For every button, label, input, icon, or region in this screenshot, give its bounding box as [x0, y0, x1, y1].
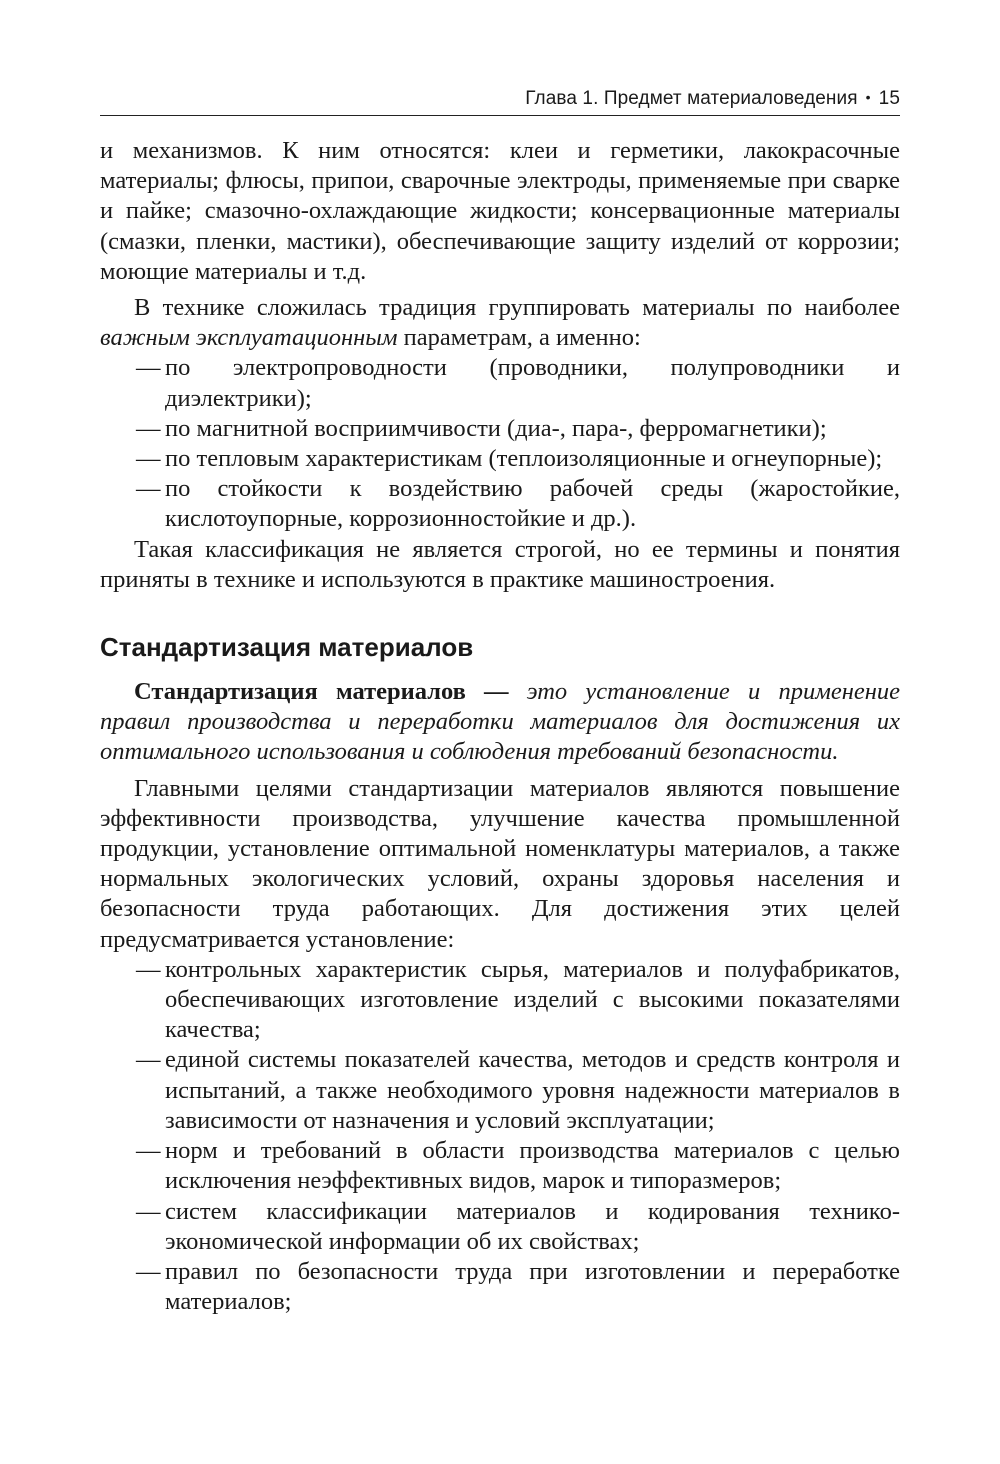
- list-dash: —: [136, 1257, 161, 1285]
- italic-phrase: важным эксплуатационным: [100, 324, 398, 352]
- list-item-text: норм и требований в области производства материалов с целью исключения неэффективных видов, марок и типоразмеров;: [165, 1137, 900, 1195]
- defined-term: Стандартизация материалов —: [134, 678, 509, 706]
- paragraph-traditions: [100, 293, 900, 353]
- book-page: [100, 88, 900, 1317]
- list-item: [100, 1136, 900, 1196]
- list-dash: —: [136, 354, 161, 382]
- list-dash: —: [136, 1137, 161, 1165]
- paragraph-continuation: и механизмов. К ним относятся: клеи и герметики, лакокрасочные материалы; флюсы, припои, сварочные электроды, применяемые при сварке и пайке; смазочно-охлаждающие жидкости; консервационные материалы (смазки, пленки, мастики), обеспечивающие защиту изделий от коррозии; моющие материалы и т.д.: [100, 137, 900, 285]
- list-item: [100, 414, 900, 444]
- page-number: 15: [878, 88, 900, 109]
- list-item-text: по магнитной восприимчивости (диа-, пара-, ферромагнетики);: [165, 414, 827, 442]
- list-item-text: по тепловым характеристикам (теплоизоляционные и огнеупорные);: [165, 445, 883, 473]
- list-item-text: контрольных характеристик сырья, материалов и полуфабрикатов, обеспечивающих изготовление изделий с высокими показателями качества;: [165, 955, 900, 1044]
- list-dash: —: [136, 414, 161, 442]
- section-heading: Стандартизация материалов: [100, 632, 474, 663]
- text-run: В технике сложилась традиция группировать материалы по наиболее: [134, 294, 900, 322]
- separator-bullet: •: [865, 89, 871, 105]
- list-dash: —: [136, 1197, 161, 1225]
- list-item: [100, 444, 900, 474]
- list-item: [100, 1045, 900, 1136]
- paragraph-definition: [100, 677, 900, 768]
- list-dash: —: [136, 955, 161, 983]
- list-item: [100, 1197, 900, 1257]
- definition-text: это установление и применение правил производства и переработки материалов для достижения их оптимального использования и соблюдения требований безопасности.: [100, 678, 901, 766]
- list-item-text: по стойкости к воздействию рабочей среды (жаростойкие, кислотоупорные, коррозионностойкие и др.).: [165, 475, 900, 533]
- chapter-title: Глава 1. Предмет материаловедения: [525, 88, 858, 109]
- list-item-text: систем классификации материалов и кодирования технико-экономической информации об их свойствах;: [165, 1197, 900, 1255]
- list-dash: —: [136, 475, 161, 503]
- text-run: параметрам, а именно:: [397, 324, 641, 352]
- list-item-text: правил по безопасности труда при изготовлении и переработке материалов;: [165, 1257, 900, 1316]
- running-header: [100, 88, 900, 116]
- list-item: [100, 955, 900, 1046]
- paragraph-classification: Такая классификация не является строгой, но ее термины и понятия приняты в технике и используются в практике машиностроения.: [100, 535, 900, 593]
- list-dash: —: [136, 1046, 161, 1074]
- paragraph-goals: Главными целями стандартизации материалов являются повышение эффективности производства, улучшение качества промышленной продукции, установление оптимальной номенклатуры материалов, а также нормальных экологических условий, охраны здоровья населения и безопасности труда работающих. Для достижения этих целей предусматривается установление:: [100, 774, 900, 953]
- list-dash: —: [136, 445, 161, 473]
- list-item-text: единой системы показателей качества, методов и средств контроля и испытаний, а также необходимого уровня надежности материалов в зависимости от назначения и условий эксплуатации;: [165, 1046, 900, 1134]
- page-body: [100, 136, 900, 1317]
- list-item-text: по электропроводности (проводники, полупроводники и диэлектрики);: [165, 354, 900, 412]
- list-item: [100, 1257, 900, 1317]
- list-item: [100, 353, 900, 413]
- list-item: [100, 474, 900, 534]
